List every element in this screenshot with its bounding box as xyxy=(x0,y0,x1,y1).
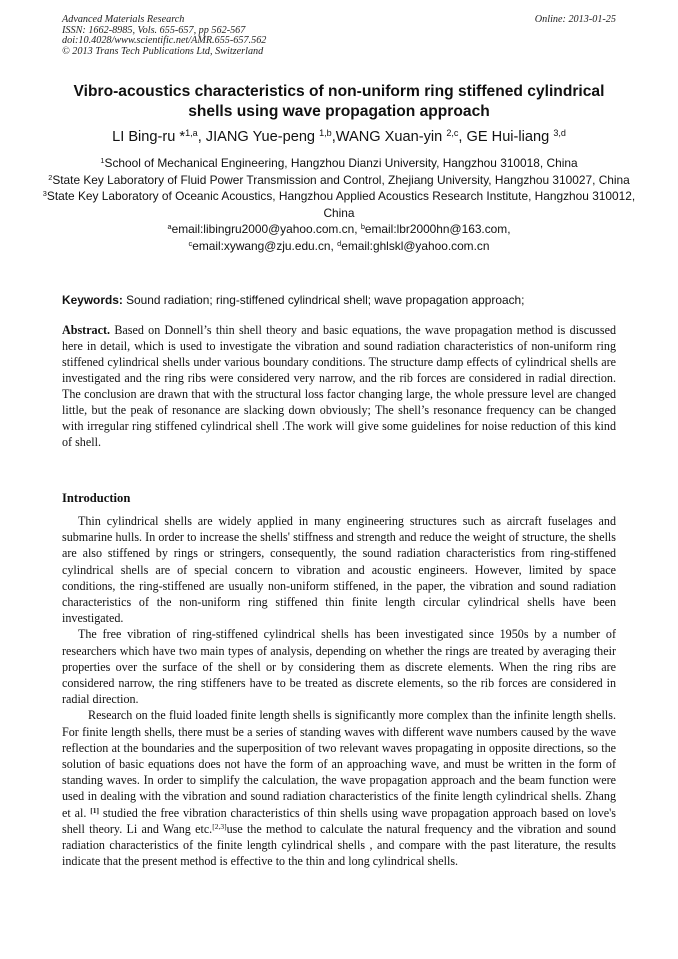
author-name: LI Bing-ru * xyxy=(112,129,186,145)
paragraph xyxy=(62,707,616,869)
email-line: $^c$email:xywang@zju.edu.cn, $^d$email:ghlskl@yahoo.com.cn xyxy=(188,238,490,253)
email-line: $^a$email:libingru2000@yahoo.com.cn, $^b$email:lbr2000hn@163.com, xyxy=(167,222,511,237)
abstract-text: Based on Donnell’s thin shell theory and basic equations, the wave propagation method is discussed here in detail, which is used to investigate the vibration and sound radiation characteristics of non-uniform ring stiffened cylindrical shells under various boundary conditions. The structure damp effects of cylindrical shells are investigated and the ring ribs were considered very narrow, and the rib forces are considered in radial direction. The conclusion are drawn that with the structural loss factor changing large, the whole pressure level are changed little, but the peak of resonance are slacking down obviously; The shell’s resonance frequency can be changed with irregular ring stiffened cylindrical shell .The work will give some guidelines for noise reduction of this kind of shell. xyxy=(62,323,616,449)
affiliation xyxy=(40,188,638,221)
affiliation xyxy=(40,172,638,189)
affiliation-text: State Key Laboratory of Fluid Power Transmission and Control, Zhejiang University, Hangzhou 310027, China xyxy=(52,172,630,187)
copyright-line: © 2013 Trans Tech Publications Ltd, Switzerland xyxy=(62,45,264,57)
online-date: Online: 2013-01-25 xyxy=(534,14,616,25)
paragraph: The free vibration of ring-stiffened cylindrical shells has been investigated since 1950s by a number of researchers which have two main types of analysis, depending on whether the rings are treated by averaging their properties over the surface of the shell or by considering them as discrete elements. When the ring ribs are considered narrow, the ring stiffeners have to be treated as discrete elements, so the rib forces are considered in radial direction. xyxy=(62,627,616,707)
journal-header xyxy=(62,15,616,57)
doi-line: doi:10.4028/www.scientific.net/AMR.655-657.562 xyxy=(62,35,267,47)
author-separator: , xyxy=(331,129,336,145)
issn-line: ISSN: 1662-8985, Vols. 655-657, pp 562-567 xyxy=(62,24,246,36)
paragraph-text: Research on the fluid loaded finite length shells is significantly more complex than the infinite length shells. For finite length shells, there must be a series of standing waves with different wave numbers caused by the wave reflection at the boundaries and the superposition of two relevant waves propagating in opposite directions, so the solution of basic equations does not have the form of an approaching wave, and must be written in the form of standing waves. In order to simplify the calculation, the wave propagation approach and the beam function were used in dealing with the vibration and sound radiation characteristics of the finite length cylindrical shells. Zhang et al. xyxy=(62,708,616,820)
abstract-label: Abstract. xyxy=(62,323,111,337)
paragraph-text: studied the free vibration characteristics of thin shells using wave propagation approach based on love's shell theory. Li and Wang etc. xyxy=(62,805,616,836)
citation-ref[interactable]: [1] xyxy=(90,805,99,815)
affiliation-superscript: 2 xyxy=(48,172,53,182)
journal-name: Advanced Materials Research xyxy=(62,14,185,25)
author-superscript: 1,b xyxy=(319,128,332,139)
affiliation-superscript: 1 xyxy=(100,155,105,165)
author-separator: , xyxy=(458,129,467,145)
keywords xyxy=(62,293,618,308)
email-d[interactable]: email:ghlskl@yahoo.com.cn xyxy=(341,238,490,253)
section-heading-introduction: Introduction xyxy=(62,491,131,505)
author-superscript: 1,a xyxy=(185,128,198,139)
email-a[interactable]: email:libingru2000@yahoo.com.cn, xyxy=(171,222,361,237)
author-superscript: 3,d xyxy=(553,128,566,139)
paper-title: Vibro-acoustics characteristics of non-uniform ring stiffened cylindrical shells using wave propagation approach xyxy=(73,83,605,120)
author-name: WANG Xuan-yin xyxy=(335,129,447,145)
affiliation-text: State Key Laboratory of Oceanic Acoustics, Hangzhou Applied Acoustics Research Institute, Hangzhou 310012, China xyxy=(46,189,636,220)
author-name: JIANG Yue-peng xyxy=(205,129,320,145)
affiliation-superscript: 3 xyxy=(42,189,47,199)
paragraph: Thin cylindrical shells are widely applied in many engineering structures such as aircraft fuselages and submarine hulls. In order to increase the shells' stiffness and strength and reduce the weight of structure, the shells are also stiffened by rings or stringers, consequently, the sound radiation characteristics from ring-stiffened cylindrical shells are of special concern to vibration and acoustic engineers. However, limited by space conditions, the ring-stiffened are usually non-uniform stiffened, in the paper, the vibration and sound radiation characteristics of the non-uniform ring stiffened thin finite length circular cylindrical shells have been investigated. xyxy=(62,514,616,626)
introduction-body xyxy=(62,513,616,869)
email-b[interactable]: email:lbr2000hn@163.com, xyxy=(364,222,511,237)
affiliations xyxy=(40,155,638,255)
affiliation xyxy=(40,155,638,172)
author-name: GE Hui-liang xyxy=(466,129,554,145)
keywords-text: Sound radiation; ring-stiffened cylindrical shell; wave propagation approach; xyxy=(122,293,525,307)
author-superscript: 2,c xyxy=(446,128,459,139)
abstract xyxy=(62,322,616,450)
keywords-label: Keywords: xyxy=(62,293,123,307)
author-separator: , xyxy=(197,129,206,145)
author-list xyxy=(40,128,638,146)
affiliation-text: School of Mechanical Engineering, Hangzhou Dianzi University, Hangzhou 310018, China xyxy=(104,156,578,170)
paragraph-text: use the method to calculate the natural frequency and the vibration and sound radiation characteristics of the finite length cylindrical shells , and compare with the past literature, the results indicate that the present method is effective to the thin and long cylindrical shells. xyxy=(62,821,617,869)
citation-ref[interactable]: [2,3] xyxy=(212,821,227,831)
email-c[interactable]: email:xywang@zju.edu.cn, xyxy=(192,238,338,253)
